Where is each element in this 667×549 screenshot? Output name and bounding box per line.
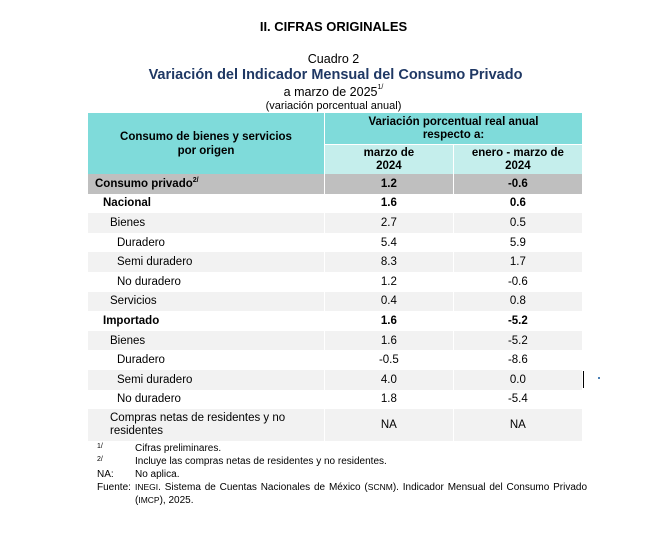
- footnotes: [97, 442, 587, 507]
- header-label: [88, 113, 325, 174]
- row-label: No duradero: [88, 390, 325, 410]
- row-value-enero-marzo: NA: [453, 409, 582, 441]
- row-value-enero-marzo: -0.6: [453, 272, 582, 292]
- header-col-marzo: [325, 145, 454, 175]
- row-value-enero-marzo: -0.6: [453, 174, 582, 194]
- row-label: [88, 174, 325, 194]
- source-part: ). Indicador Mensual del Consumo Privado (: [135, 482, 588, 506]
- row-value-enero-marzo: 1.7: [453, 252, 582, 272]
- table-row: [88, 311, 582, 331]
- row-value-marzo: -0.5: [325, 350, 454, 370]
- source-scnm: SCNM: [367, 482, 393, 492]
- table-row: [88, 233, 582, 253]
- row-value-marzo: 1.6: [325, 331, 454, 351]
- row-value-marzo: NA: [325, 409, 454, 441]
- footnote-2: [97, 455, 587, 468]
- table-row: [88, 390, 582, 410]
- row-value-enero-marzo: 5.9: [453, 233, 582, 253]
- footnote-key: NA:: [97, 469, 114, 480]
- subtitle-footnote-ref: 1/: [377, 84, 384, 91]
- footnote-key: 2/: [97, 456, 103, 463]
- table-title: Variación del Indicador Mensual del Consumo Privado: [148, 67, 523, 83]
- row-label: Nacional: [88, 194, 325, 214]
- table-row: [88, 331, 582, 351]
- footnote-key: Fuente:: [97, 482, 131, 493]
- row-value-marzo: 1.8: [325, 390, 454, 410]
- table-row: [88, 409, 582, 441]
- row-value-marzo: 8.3: [325, 252, 454, 272]
- header-col-marzo-text: marzo de 2024: [363, 146, 415, 172]
- footnote-text: Cifras preliminares.: [135, 443, 222, 454]
- row-label: Bienes: [88, 213, 325, 233]
- row-value-marzo: 2.7: [325, 213, 454, 233]
- table-row: [88, 194, 582, 214]
- source-part: ), 2025.: [159, 495, 194, 506]
- row-value-enero-marzo: 0.6: [453, 194, 582, 214]
- source-imcp: IMCP: [138, 495, 160, 505]
- row-value-enero-marzo: -5.4: [453, 390, 582, 410]
- row-value-enero-marzo: 0.0: [453, 370, 582, 390]
- text-cursor: [583, 371, 584, 388]
- row-label-text: Consumo privado: [95, 177, 193, 190]
- dot-marker: [598, 377, 600, 379]
- row-value-enero-marzo: 0.5: [453, 213, 582, 233]
- row-label: Servicios: [88, 292, 325, 312]
- table-units: (variación porcentual anual): [265, 100, 402, 112]
- row-value-enero-marzo: -8.6: [453, 350, 582, 370]
- row-value-marzo: 4.0: [325, 370, 454, 390]
- footnote-source: [97, 481, 587, 507]
- row-label: Duradero: [88, 233, 325, 253]
- header-group: [325, 113, 583, 145]
- table-row: [88, 370, 582, 390]
- table-row: [88, 174, 582, 194]
- row-value-enero-marzo: -5.2: [453, 331, 582, 351]
- table-row: [88, 213, 582, 233]
- table-row: [88, 350, 582, 370]
- table-number: Cuadro 2: [307, 52, 360, 66]
- table-subtitle: [0, 85, 667, 99]
- footnote-key: 1/: [97, 443, 103, 450]
- source-part: . Sistema de Cuentas Nacionales de México (: [158, 482, 368, 493]
- header-group-text: Variación porcentual real anual respecto a:: [368, 115, 539, 141]
- section-title: II. CIFRAS ORIGINALES: [259, 19, 408, 34]
- row-value-enero-marzo: 0.8: [453, 292, 582, 312]
- row-value-marzo: 1.6: [325, 311, 454, 331]
- row-label: Duradero: [88, 350, 325, 370]
- row-value-marzo: 1.2: [325, 272, 454, 292]
- row-label: Compras netas de residentes y no residentes: [88, 409, 325, 441]
- row-label: Semi duradero: [88, 370, 325, 390]
- row-value-marzo: 0.4: [325, 292, 454, 312]
- header-label-text: Consumo de bienes y servicios por origen: [120, 130, 292, 157]
- row-value-marzo: 1.2: [325, 174, 454, 194]
- row-value-marzo: 5.4: [325, 233, 454, 253]
- data-table: [88, 113, 582, 441]
- footnote-1: [97, 442, 587, 455]
- subtitle-text: a marzo de 2025: [283, 85, 378, 99]
- footnote-ref: 2/: [192, 176, 199, 184]
- footnote-na: [97, 468, 587, 481]
- footnote-text: No aplica.: [135, 469, 180, 480]
- table-row: [88, 292, 582, 312]
- footnote-text: Incluye las compras netas de residentes y no residentes.: [135, 456, 387, 467]
- header-col-enero-marzo: [453, 145, 582, 175]
- row-value-enero-marzo: -5.2: [453, 311, 582, 331]
- header-col-enero-marzo-text: enero - marzo de 2024: [471, 146, 564, 172]
- row-label: Importado: [88, 311, 325, 331]
- row-label: Bienes: [88, 331, 325, 351]
- row-label: No duradero: [88, 272, 325, 292]
- table-row: [88, 272, 582, 292]
- source-text: [135, 481, 587, 507]
- row-label: Semi duradero: [88, 252, 325, 272]
- row-value-marzo: 1.6: [325, 194, 454, 214]
- source-inegi: INEGI: [135, 482, 159, 492]
- table-row: [88, 252, 582, 272]
